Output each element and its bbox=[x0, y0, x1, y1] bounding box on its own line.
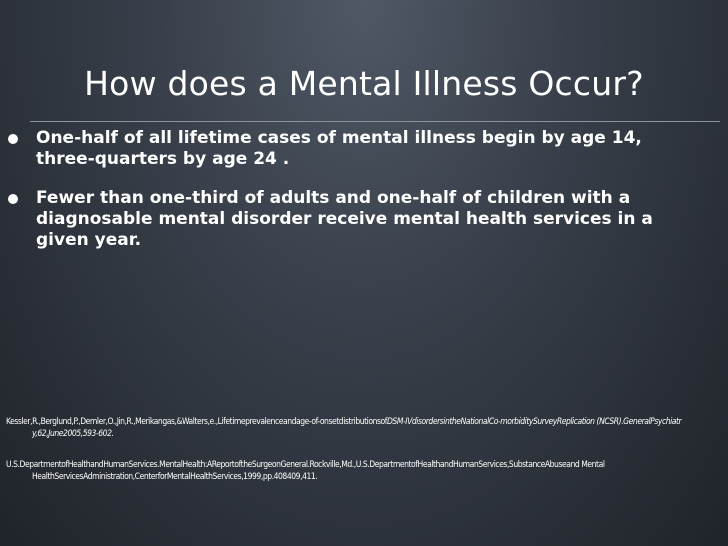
bullet-list bbox=[6, 128, 706, 269]
slide-title: How does a Mental Illness Occur? bbox=[84, 64, 644, 103]
bullet-text: Fewer than one-third of adults and one-half of children with a diagnosable mental disorder receive mental health services in a given year. bbox=[36, 188, 653, 250]
reference-item bbox=[6, 459, 722, 483]
bullet-icon bbox=[8, 134, 18, 144]
reference-text: Kessler,R.,Berglund,P.,Demler,O.,Jin,R.,Merikangas,&Walters,e.,Lifetimeprevalenceandage-of-onsetdistributionsof bbox=[6, 417, 387, 427]
bullet-item bbox=[6, 188, 706, 251]
bullet-item bbox=[6, 128, 706, 170]
reference-item bbox=[6, 416, 722, 440]
reference-text: U.S.DepartmentofHealthandHumanServices.MentalHealth:AReportoftheSurgeonGeneral.Rockville,Md.,U.S.DepartmentofHealthandHumanServices,SubstanceAbuseand Mental HealthServicesAdministration,CenterforMentalHealthServices,1999,pp.408409,411. bbox=[6, 460, 605, 482]
bullet-text: One-half of all lifetime cases of mental illness begin by age 14, three-quarters by age 24 . bbox=[36, 128, 642, 169]
reference-italic-text: DSM-IVdisordersintheNationalCo-morbiditySurveyReplication (NCSR).GeneralPsychiatr y,62,June2005,593-602. bbox=[32, 417, 682, 439]
bullet-icon bbox=[8, 194, 18, 204]
title-divider bbox=[30, 121, 720, 122]
references bbox=[6, 416, 722, 502]
